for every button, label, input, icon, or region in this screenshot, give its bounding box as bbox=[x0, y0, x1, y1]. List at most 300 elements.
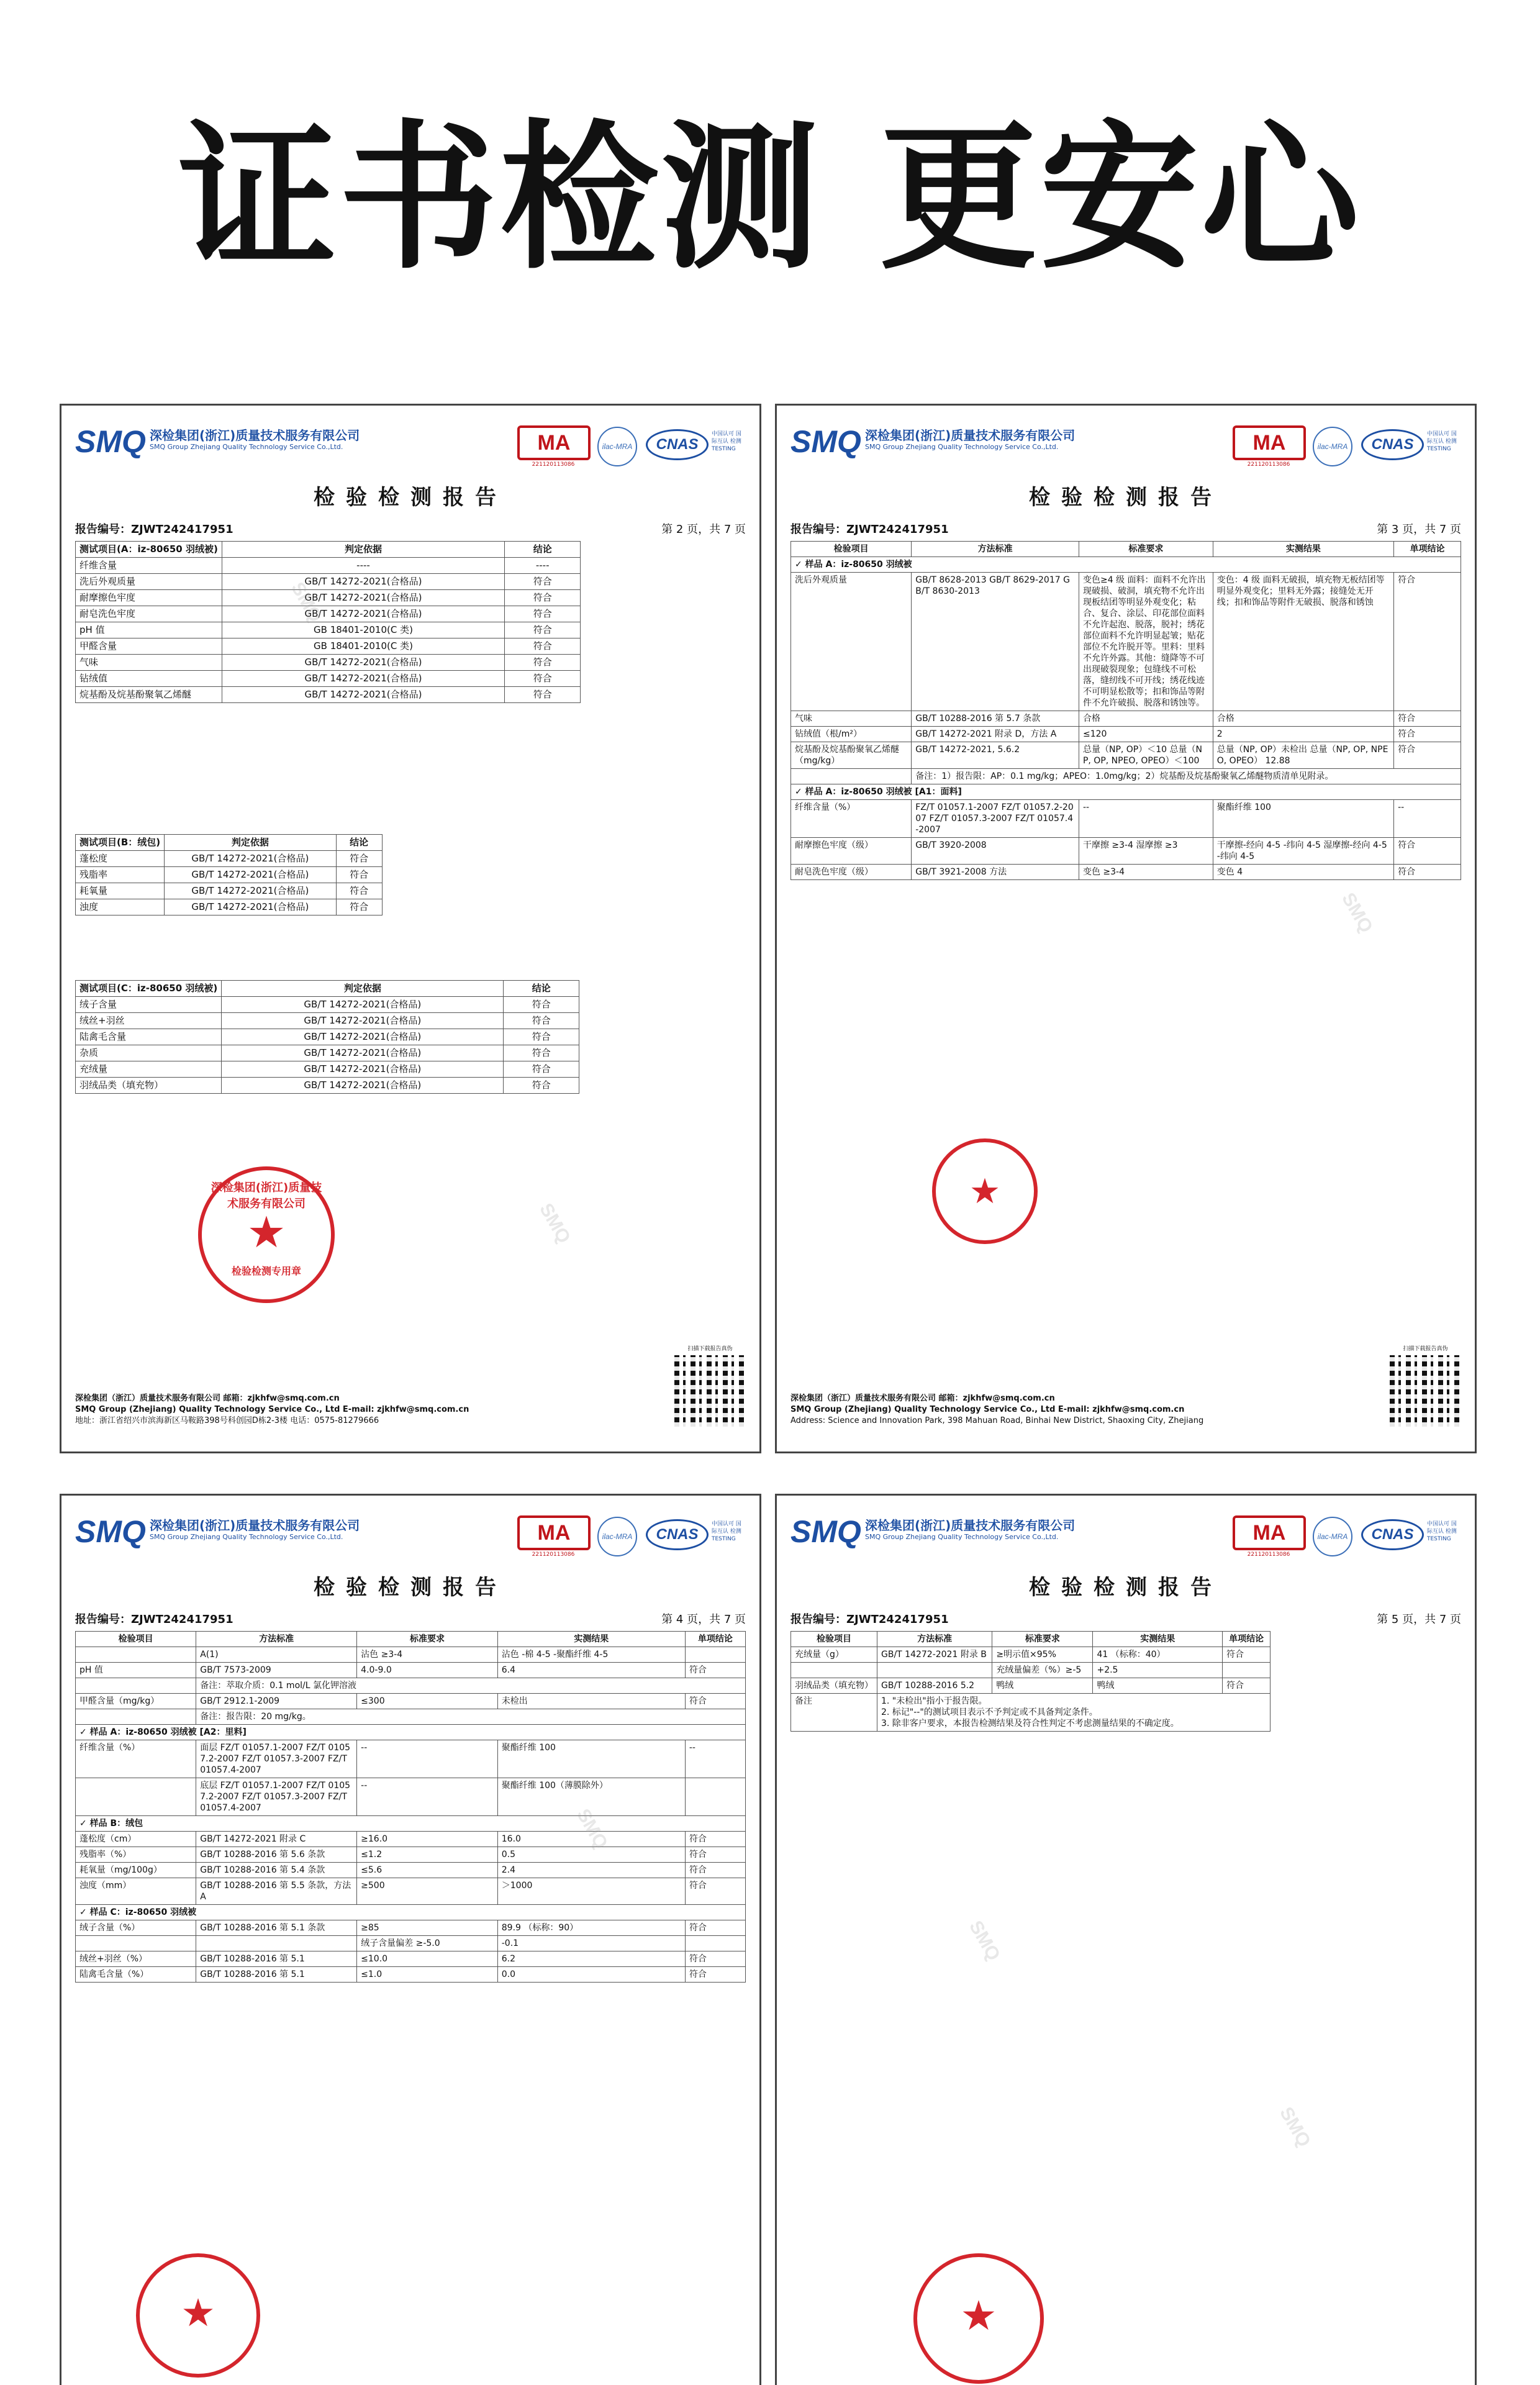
result-cell: 符合 bbox=[504, 1078, 579, 1094]
conclusion-cell: 符合 bbox=[685, 1878, 745, 1905]
seal-star-icon: ★ bbox=[181, 2290, 215, 2335]
basis-cell: GB/T 14272-2021(合格品) bbox=[165, 867, 336, 883]
basis-cell: GB/T 14272-2021(合格品) bbox=[222, 1045, 504, 1061]
method-cell: GB/T 3921-2008 方法 bbox=[912, 865, 1079, 880]
note-line: 3. 除非客户要求，本报告检测结果及符合性判定不考虑测量结果的不确定度。 bbox=[881, 1719, 1179, 1729]
requirement-cell: ≥500 bbox=[357, 1878, 498, 1905]
report-page-2 bbox=[60, 404, 761, 1453]
item-cell: 绒丝+羽丝（%） bbox=[76, 1951, 196, 1967]
cma-number: 221120113086 bbox=[532, 1551, 575, 1558]
section-label: ✓ 样品 A：iz-80650 羽绒被 [A2：里料] bbox=[76, 1725, 746, 1740]
section-label: ✓ 样品 A：iz-80650 羽绒被 [A1：面料] bbox=[791, 784, 1461, 800]
result-cell: 符合 bbox=[505, 638, 581, 655]
note-line: 1. "未检出"指小于报告限。 bbox=[881, 1696, 987, 1706]
table-row bbox=[76, 1663, 746, 1678]
table-row bbox=[76, 1832, 746, 1847]
basis-cell: GB 18401-2010(C 类) bbox=[222, 622, 504, 638]
watermark: SMQ bbox=[1338, 889, 1377, 937]
seal-star-icon: ★ bbox=[960, 2292, 997, 2340]
result-cell: 符合 bbox=[336, 867, 382, 883]
result-cell: 聚酯纤维 100（薄膜除外） bbox=[497, 1778, 685, 1816]
basis-cell: GB/T 14272-2021(合格品) bbox=[222, 1061, 504, 1078]
ilac-logo: ilac-MRA bbox=[597, 1517, 637, 1556]
result-cell: 聚酯纤维 100 bbox=[497, 1740, 685, 1778]
basis-cell: GB/T 14272-2021(合格品) bbox=[222, 590, 504, 606]
conclusion-cell: 符合 bbox=[685, 1694, 745, 1709]
table-row bbox=[76, 1013, 579, 1029]
result-cell: 2 bbox=[1213, 727, 1393, 742]
basis-cell: GB/T 14272-2021(合格品) bbox=[165, 851, 336, 867]
report-header bbox=[790, 423, 1461, 466]
method-cell: 面层 FZ/T 01057.1-2007 FZ/T 01057.2-2007 FZ/T 01057.3-2007 FZ/T 01057.4-2007 bbox=[196, 1740, 357, 1778]
cma-logo: MA bbox=[1233, 425, 1306, 460]
method-cell: GB/T 10288-2016 第 5.1 bbox=[196, 1967, 357, 1983]
seal-subtitle: 检验检测专用章 bbox=[231, 1265, 301, 1277]
seal-star-icon: ★ bbox=[247, 1207, 286, 1258]
result-cell: 符合 bbox=[505, 671, 581, 687]
requirement-cell: ≥16.0 bbox=[357, 1832, 498, 1847]
method-cell: GB/T 10288-2016 第 5.1 条款 bbox=[196, 1920, 357, 1936]
item-cell: 洗后外观质量 bbox=[76, 574, 222, 590]
result-cell: -0.1 bbox=[497, 1936, 685, 1951]
method-cell: GB/T 2912.1-2009 bbox=[196, 1694, 357, 1709]
method-cell: 底层 FZ/T 01057.1-2007 FZ/T 01057.2-2007 FZ/T 01057.3-2007 FZ/T 01057.4-2007 bbox=[196, 1778, 357, 1816]
requirement-cell: ≥85 bbox=[357, 1920, 498, 1936]
report-number: 报告编号：ZJWT242417951 bbox=[790, 523, 949, 536]
company-name-en: SMQ Group Zhejiang Quality Technology Service Co.,Ltd. bbox=[150, 1533, 343, 1541]
conclusion-cell: 符合 bbox=[1394, 742, 1461, 769]
qr-caption: 扫描下载报告真伪 bbox=[687, 1346, 733, 1352]
table-row bbox=[791, 838, 1461, 865]
result-cell: 符合 bbox=[504, 1045, 579, 1061]
table-row bbox=[76, 1740, 746, 1778]
item-cell: 绒丝+羽丝 bbox=[76, 1013, 222, 1029]
report-page-3 bbox=[775, 404, 1477, 1453]
table-row bbox=[76, 1920, 746, 1936]
method-cell: GB/T 14272-2021 附录 B bbox=[877, 1647, 992, 1663]
column-header: 结论 bbox=[504, 981, 579, 997]
results-table bbox=[75, 1631, 746, 1983]
table-row bbox=[76, 1847, 746, 1863]
page-number: 第 5 页，共 7 页 bbox=[1377, 1613, 1461, 1626]
item-cell bbox=[76, 1778, 196, 1816]
note-label: 备注 bbox=[791, 1694, 877, 1732]
column-header: 测试项目(A：iz-80650 羽绒被) bbox=[76, 542, 222, 558]
company-name-en: SMQ Group Zhejiang Quality Technology Service Co.,Ltd. bbox=[865, 443, 1059, 451]
ilac-logo: ilac-MRA bbox=[597, 427, 637, 466]
item-cell: 甲醛含量（mg/kg） bbox=[76, 1694, 196, 1709]
table-row bbox=[76, 590, 581, 606]
footer-company-cn: 深检集团（浙江）质量技术服务有限公司 邮箱：zjkhfw@smq.com.cn bbox=[790, 1394, 1055, 1403]
basis-cell: GB/T 14272-2021(合格品) bbox=[222, 1029, 504, 1045]
result-cell: 0.5 bbox=[497, 1847, 685, 1863]
column-header: 标准要求 bbox=[357, 1632, 498, 1647]
cnas-logo: CNAS bbox=[646, 429, 709, 460]
conclusion-cell: 符合 bbox=[685, 1832, 745, 1847]
result-cell: 符合 bbox=[336, 899, 382, 915]
table-row bbox=[791, 727, 1461, 742]
basis-cell: GB 18401-2010(C 类) bbox=[222, 638, 504, 655]
results-table bbox=[790, 1631, 1270, 1732]
report-meta bbox=[790, 1610, 1461, 1627]
item-cell: pH 值 bbox=[76, 1663, 196, 1678]
report-page-4 bbox=[60, 1494, 761, 2385]
footer-address: 地址：浙江省绍兴市滨海新区马鞍路398号科创园D栋2-3楼 电话：0575-81279666 bbox=[75, 1416, 379, 1425]
cnas-logo: CNAS bbox=[1361, 429, 1424, 460]
table-row bbox=[791, 742, 1461, 769]
conclusion-cell: 符合 bbox=[1222, 1678, 1270, 1694]
table-row bbox=[76, 1878, 746, 1905]
conclusion-cell: 符合 bbox=[1394, 865, 1461, 880]
result-cell: 符合 bbox=[504, 997, 579, 1013]
result-cell: ---- bbox=[505, 558, 581, 574]
item-cell: 蓬松度 bbox=[76, 851, 165, 867]
footer-company-en: SMQ Group (Zhejiang) Quality Technology Service Co., Ltd E-mail: zjkhfw@smq.com.cn bbox=[790, 1405, 1185, 1414]
table-row bbox=[76, 883, 383, 899]
requirement-cell: 充绒量偏差（%）≥-5 bbox=[992, 1663, 1093, 1678]
qr-code-icon[interactable] bbox=[1390, 1355, 1461, 1427]
result-cell: 聚酯纤维 100 bbox=[1213, 800, 1393, 838]
column-header: 判定依据 bbox=[222, 542, 504, 558]
column-header: 检验项目 bbox=[791, 1632, 877, 1647]
method-cell: GB/T 3920-2008 bbox=[912, 838, 1079, 865]
company-name-cn: 深检集团(浙江)质量技术服务有限公司 bbox=[865, 428, 1076, 443]
ilac-logo: ilac-MRA bbox=[1313, 427, 1352, 466]
table-row bbox=[791, 1647, 1270, 1663]
column-header: 实测结果 bbox=[1213, 542, 1393, 557]
result-cell: 未检出 bbox=[497, 1694, 685, 1709]
note-cell: 备注：萃取介质：0.1 mol/L 氯化钾溶液 bbox=[196, 1678, 746, 1694]
table-row bbox=[76, 1967, 746, 1983]
result-cell: 变色：4 级 面料无破损，填充物无板结团等明显外观变化；里料无外露；接缝处无开线；扣和饰品等附件无破损、脱落和锈蚀 bbox=[1213, 573, 1393, 711]
requirement-cell: -- bbox=[1079, 800, 1213, 838]
item-cell: 纤维含量 bbox=[76, 558, 222, 574]
table-row bbox=[76, 655, 581, 671]
result-cell: 符合 bbox=[505, 622, 581, 638]
notes-row bbox=[791, 1694, 1270, 1732]
result-cell: 符合 bbox=[504, 1029, 579, 1045]
method-cell: GB/T 14272-2021, 5.6.2 bbox=[912, 742, 1079, 769]
table-row bbox=[791, 1678, 1270, 1694]
basis-cell: ---- bbox=[222, 558, 504, 574]
conclusion-cell: 符合 bbox=[1394, 727, 1461, 742]
qr-code-icon[interactable] bbox=[674, 1355, 746, 1427]
basis-cell: GB/T 14272-2021(合格品) bbox=[222, 687, 504, 703]
result-cell: 0.0 bbox=[497, 1967, 685, 1983]
page-headline: 证书检测 更安心 bbox=[178, 106, 1362, 291]
column-header: 检验项目 bbox=[76, 1632, 196, 1647]
conclusion-cell: 符合 bbox=[685, 1863, 745, 1878]
result-cell: 沾色 -棉 4-5 -聚酯纤维 4-5 bbox=[497, 1647, 685, 1663]
column-header: 标准要求 bbox=[1079, 542, 1213, 557]
method-cell: GB/T 8628-2013 GB/T 8629-2017 GB/T 8630-2013 bbox=[912, 573, 1079, 711]
item-cell: 耗氧量 bbox=[76, 883, 165, 899]
basis-cell: GB/T 14272-2021(合格品) bbox=[222, 655, 504, 671]
cma-logo: MA bbox=[1233, 1515, 1306, 1550]
report-number: 报告编号：ZJWT242417951 bbox=[75, 523, 233, 536]
item-cell: 羽绒品类（填充物） bbox=[76, 1078, 222, 1094]
requirement-cell: ≤120 bbox=[1079, 727, 1213, 742]
table-row bbox=[76, 1029, 579, 1045]
method-cell: A(1) bbox=[196, 1647, 357, 1663]
report-footer bbox=[790, 1393, 1382, 1427]
conclusion-cell: 符合 bbox=[685, 1847, 745, 1863]
section-label: ✓ 样品 B：绒包 bbox=[76, 1816, 746, 1832]
column-header: 测试项目(B：绒包) bbox=[76, 835, 165, 851]
table-row bbox=[76, 867, 383, 883]
note-line: 2. 标记"--"的测试项目表示不予判定或不具备判定条件。 bbox=[881, 1707, 1098, 1717]
table-row bbox=[76, 638, 581, 655]
result-cell: 鸭绒 bbox=[1093, 1678, 1222, 1694]
report-number: 报告编号：ZJWT242417951 bbox=[75, 1613, 233, 1626]
requirement-cell: 4.0-9.0 bbox=[357, 1663, 498, 1678]
company-name-en: SMQ Group Zhejiang Quality Technology Service Co.,Ltd. bbox=[150, 443, 343, 451]
item-cell: 浊度（mm） bbox=[76, 1878, 196, 1905]
column-header: 方法标准 bbox=[912, 542, 1079, 557]
company-name-cn: 深检集团(浙江)质量技术服务有限公司 bbox=[865, 1518, 1076, 1533]
official-seal bbox=[136, 2253, 260, 2378]
conclusion-cell bbox=[685, 1936, 745, 1951]
item-cell: 甲醛含量 bbox=[76, 638, 222, 655]
item-cell: 充绒量（g） bbox=[791, 1647, 877, 1663]
cnas-caption: 中国认可 国际互认 检测 TESTING bbox=[1427, 431, 1457, 452]
column-header: 单项结论 bbox=[685, 1632, 745, 1647]
official-seal bbox=[198, 1166, 335, 1303]
report-header bbox=[75, 423, 746, 466]
company-name-cn: 深检集团(浙江)质量技术服务有限公司 bbox=[150, 428, 360, 443]
method-cell: GB/T 10288-2016 第 5.4 条款 bbox=[196, 1863, 357, 1878]
requirement-cell: ≤300 bbox=[357, 1694, 498, 1709]
cma-number: 221120113086 bbox=[1247, 461, 1290, 468]
table-row bbox=[76, 1951, 746, 1967]
item-cell: 气味 bbox=[76, 655, 222, 671]
method-cell: GB/T 10288-2016 第 5.5 条款，方法 A bbox=[196, 1878, 357, 1905]
page-number: 第 3 页，共 7 页 bbox=[1377, 523, 1461, 536]
smq-logo: SMQ bbox=[790, 424, 861, 459]
column-header: 判定依据 bbox=[222, 981, 504, 997]
basis-cell: GB/T 14272-2021(合格品) bbox=[222, 997, 504, 1013]
table-row bbox=[76, 1061, 579, 1078]
result-cell: 符合 bbox=[505, 606, 581, 622]
item-cell: pH 值 bbox=[76, 622, 222, 638]
method-cell: GB/T 10288-2016 第 5.7 条款 bbox=[912, 711, 1079, 727]
footer-company-en: SMQ Group (Zhejiang) Quality Technology Service Co., Ltd E-mail: zjkhfw@smq.com.cn bbox=[75, 1405, 469, 1414]
note-cell bbox=[877, 1694, 1270, 1732]
table-row bbox=[76, 671, 581, 687]
conclusion-cell: 符合 bbox=[1222, 1647, 1270, 1663]
requirement-cell: ≤1.2 bbox=[357, 1847, 498, 1863]
watermark: SMQ bbox=[965, 1917, 1004, 1965]
item-cell: 烷基酚及烷基酚聚氧乙烯醚 bbox=[76, 687, 222, 703]
item-cell bbox=[76, 1647, 196, 1663]
cma-logo: MA bbox=[517, 1515, 591, 1550]
method-cell: FZ/T 01057.1-2007 FZ/T 01057.2-2007 FZ/T 01057.3-2007 FZ/T 01057.4-2007 bbox=[912, 800, 1079, 838]
conclusion-cell bbox=[685, 1647, 745, 1663]
column-header: 检验项目 bbox=[791, 542, 912, 557]
item-cell: 洗后外观质量 bbox=[791, 573, 912, 711]
requirement-cell: ≤10.0 bbox=[357, 1951, 498, 1967]
company-name-en: SMQ Group Zhejiang Quality Technology Service Co.,Ltd. bbox=[865, 1533, 1059, 1541]
requirement-cell: 绒子含量偏差 ≥-5.0 bbox=[357, 1936, 498, 1951]
table-row bbox=[76, 687, 581, 703]
official-seal bbox=[932, 1138, 1038, 1244]
column-header: 判定依据 bbox=[165, 835, 336, 851]
smq-logo: SMQ bbox=[75, 1514, 146, 1549]
report-title: 检验检测报告 bbox=[314, 485, 507, 510]
item-cell: 耐摩擦色牢度（级） bbox=[791, 838, 912, 865]
conclusion-cell: 符合 bbox=[1394, 573, 1461, 711]
basis-cell: GB/T 14272-2021(合格品) bbox=[165, 899, 336, 915]
table-row bbox=[76, 1936, 746, 1951]
item-cell: 钻绒值 bbox=[76, 671, 222, 687]
conclusion-cell: 符合 bbox=[685, 1920, 745, 1936]
report-title: 检验检测报告 bbox=[1029, 1575, 1223, 1600]
cnas-logo: CNAS bbox=[646, 1519, 709, 1550]
report-title: 检验检测报告 bbox=[1029, 485, 1223, 510]
qr-caption: 扫描下载报告真伪 bbox=[1403, 1346, 1448, 1352]
official-seal bbox=[913, 2253, 1044, 2384]
item-cell: 残脂率（%） bbox=[76, 1847, 196, 1863]
cnas-caption: 中国认可 国际互认 检测 TESTING bbox=[712, 431, 741, 452]
column-header: 方法标准 bbox=[196, 1632, 357, 1647]
column-header: 单项结论 bbox=[1394, 542, 1461, 557]
result-cell: 41 （标称：40） bbox=[1093, 1647, 1222, 1663]
page-number: 第 4 页，共 7 页 bbox=[661, 1613, 746, 1626]
table-row bbox=[791, 711, 1461, 727]
table-section-a bbox=[75, 541, 581, 703]
result-cell: 符合 bbox=[505, 574, 581, 590]
item-cell: 陆禽毛含量（%） bbox=[76, 1967, 196, 1983]
method-cell: GB/T 10288-2016 5.2 bbox=[877, 1678, 992, 1694]
basis-cell: GB/T 14272-2021(合格品) bbox=[165, 883, 336, 899]
footer-address: Address: Science and Innovation Park, 398 Mahuan Road, Binhai New District, Shaoxing City, Zhejiang bbox=[790, 1416, 1204, 1425]
result-cell: 符合 bbox=[336, 851, 382, 867]
item-cell: 羽绒品类（填充物） bbox=[791, 1678, 877, 1694]
watermark: SMQ bbox=[1275, 2103, 1315, 2151]
conclusion-cell: 符合 bbox=[1394, 838, 1461, 865]
item-cell: 陆禽毛含量 bbox=[76, 1029, 222, 1045]
report-meta bbox=[75, 1610, 746, 1627]
conclusion-cell bbox=[1222, 1663, 1270, 1678]
item-cell: 气味 bbox=[791, 711, 912, 727]
conclusion-cell: 符合 bbox=[1394, 711, 1461, 727]
conclusion-cell: 符合 bbox=[685, 1967, 745, 1983]
column-header: 测试项目(C：iz-80650 羽绒被) bbox=[76, 981, 222, 997]
item-cell: 耗氧量（mg/100g） bbox=[76, 1863, 196, 1878]
method-cell bbox=[877, 1663, 992, 1678]
column-header: 实测结果 bbox=[1093, 1632, 1222, 1647]
ilac-logo: ilac-MRA bbox=[1313, 1517, 1352, 1556]
smq-logo: SMQ bbox=[75, 424, 146, 459]
table-row bbox=[76, 606, 581, 622]
basis-cell: GB/T 14272-2021(合格品) bbox=[222, 1078, 504, 1094]
section-label: ✓ 样品 A：iz-80650 羽绒被 bbox=[791, 557, 1461, 573]
seal-company: 深检集团(浙江)质量技术服务有限公司 bbox=[211, 1181, 322, 1211]
method-cell: GB/T 7573-2009 bbox=[196, 1663, 357, 1678]
footer-company-cn: 深检集团（浙江）质量技术服务有限公司 邮箱：zjkhfw@smq.com.cn bbox=[75, 1394, 340, 1403]
table-row bbox=[76, 997, 579, 1013]
table-row bbox=[76, 1078, 579, 1094]
column-header: 方法标准 bbox=[877, 1632, 992, 1647]
table-row bbox=[791, 1663, 1270, 1678]
requirement-cell: 变色 ≥3-4 bbox=[1079, 865, 1213, 880]
table-row bbox=[791, 573, 1461, 711]
result-cell: 6.4 bbox=[497, 1663, 685, 1678]
item-cell: 纤维含量（%） bbox=[76, 1740, 196, 1778]
result-cell: 符合 bbox=[505, 687, 581, 703]
note-cell: 备注：1）报告限：AP：0.1 mg/kg；APEO：1.0mg/kg；2）烷基酚及烷基酚聚氧乙烯醚物质清单见附录。 bbox=[912, 769, 1461, 784]
method-cell: GB/T 14272-2021 附录 D，方法 A bbox=[912, 727, 1079, 742]
requirement-cell: ≤5.6 bbox=[357, 1863, 498, 1878]
conclusion-cell bbox=[685, 1778, 745, 1816]
conclusion-cell: -- bbox=[1394, 800, 1461, 838]
column-header: 实测结果 bbox=[497, 1632, 685, 1647]
basis-cell: GB/T 14272-2021(合格品) bbox=[222, 574, 504, 590]
section-label: ✓ 样品 C：iz-80650 羽绒被 bbox=[76, 1905, 746, 1920]
smq-logo: SMQ bbox=[790, 1514, 861, 1549]
table-row bbox=[76, 1778, 746, 1816]
item-cell: 残脂率 bbox=[76, 867, 165, 883]
result-cell: ＞1000 bbox=[497, 1878, 685, 1905]
item-cell: 绒子含量 bbox=[76, 997, 222, 1013]
cnas-caption: 中国认可 国际互认 检测 TESTING bbox=[1427, 1521, 1457, 1542]
item-cell: 耐摩擦色牢度 bbox=[76, 590, 222, 606]
conclusion-cell: -- bbox=[685, 1740, 745, 1778]
watermark: SMQ bbox=[573, 1805, 612, 1853]
report-number: 报告编号：ZJWT242417951 bbox=[790, 1613, 949, 1626]
conclusion-cell: 符合 bbox=[685, 1951, 745, 1967]
result-cell: 符合 bbox=[504, 1061, 579, 1078]
item-cell: 充绒量 bbox=[76, 1061, 222, 1078]
cma-number: 221120113086 bbox=[532, 461, 575, 468]
item-cell bbox=[76, 1936, 196, 1951]
cma-logo: MA bbox=[517, 425, 591, 460]
report-footer bbox=[75, 1393, 666, 1427]
seal-star-icon: ★ bbox=[969, 1171, 1001, 1212]
note-cell: 备注：报告限：20 mg/kg。 bbox=[196, 1709, 746, 1725]
result-cell: 干摩擦-经向 4-5 -纬向 4-5 湿摩擦-经向 4-5 -纬向 4-5 bbox=[1213, 838, 1393, 865]
table-row bbox=[76, 1694, 746, 1709]
table-section-b bbox=[75, 834, 383, 915]
requirement-cell: ≤1.0 bbox=[357, 1967, 498, 1983]
report-header bbox=[75, 1513, 746, 1556]
table-row bbox=[76, 899, 383, 915]
result-cell: 2.4 bbox=[497, 1863, 685, 1878]
column-header: 结论 bbox=[336, 835, 382, 851]
result-cell: 变色 4 bbox=[1213, 865, 1393, 880]
method-cell: GB/T 10288-2016 第 5.6 条款 bbox=[196, 1847, 357, 1863]
page-number: 第 2 页，共 7 页 bbox=[661, 523, 746, 536]
basis-cell: GB/T 14272-2021(合格品) bbox=[222, 1013, 504, 1029]
requirement-cell: ≥明示值×95% bbox=[992, 1647, 1093, 1663]
table-row bbox=[76, 622, 581, 638]
result-cell: 合格 bbox=[1213, 711, 1393, 727]
table-row bbox=[791, 865, 1461, 880]
conclusion-cell: 符合 bbox=[685, 1663, 745, 1678]
result-cell: 符合 bbox=[505, 655, 581, 671]
requirement-cell: 沾色 ≥3-4 bbox=[357, 1647, 498, 1663]
company-name-cn: 深检集团(浙江)质量技术服务有限公司 bbox=[150, 1518, 360, 1533]
report-meta bbox=[790, 520, 1461, 537]
requirement-cell: 总量（NP, OP）＜10 总量（NP, OP, NPEO, OPEO）＜100 bbox=[1079, 742, 1213, 769]
report-meta bbox=[75, 520, 746, 537]
item-cell: 杂质 bbox=[76, 1045, 222, 1061]
item-cell bbox=[791, 1663, 877, 1678]
item-cell: 耐皂洗色牢度 bbox=[76, 606, 222, 622]
requirement-cell: -- bbox=[357, 1740, 498, 1778]
item-cell: 浊度 bbox=[76, 899, 165, 915]
item-cell: 绒子含量（%） bbox=[76, 1920, 196, 1936]
